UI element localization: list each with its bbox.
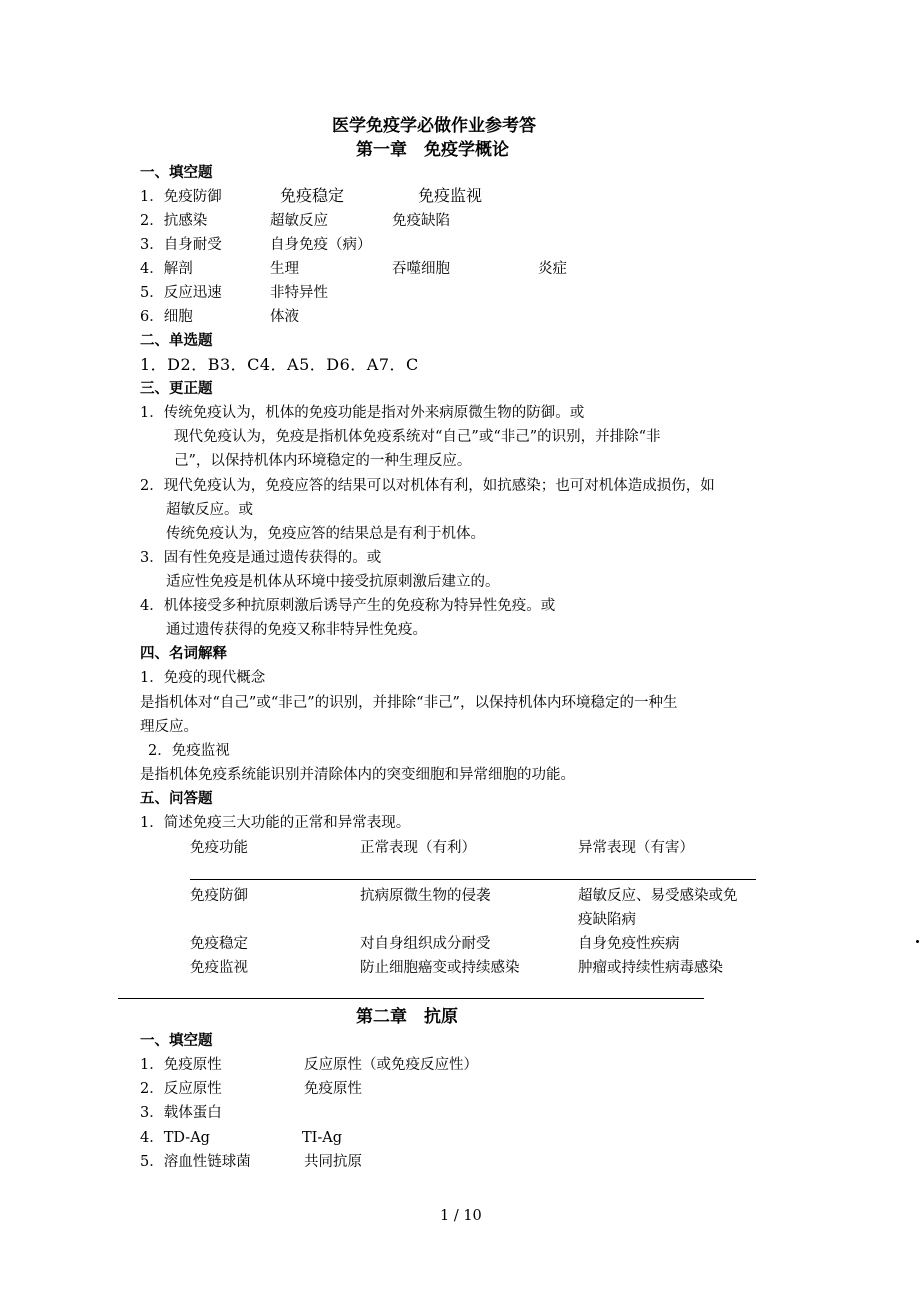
chapter-2-title: 第二章 抗原 [356,1007,458,1027]
table-cell: 防止细胞癌变或持续感染 [360,960,520,976]
text-line: 4．机体接受多种抗原刺激后诱导产生的免疫称为特异性免疫。或 [140,598,556,614]
answer-item: 1．免疫防御 [140,189,222,205]
answer-item: 3．自身耐受 [140,237,222,253]
answer-item: 免疫缺陷 [392,213,450,229]
answer-item: 2．反应原性 [140,1081,222,1097]
section-heading: 一、填空题 [140,164,213,181]
table-cell: 疫缺陷病 [578,912,636,928]
answer-item: 吞噬细胞 [392,261,450,277]
section-heading: 三、更正题 [140,380,213,397]
text-line: 适应性免疫是机体从环境中接受抗原刺激后建立的。 [166,574,500,590]
answer-item: 免疫原性 [304,1081,362,1097]
section-heading: 五、问答题 [140,790,213,807]
answer-item: 体液 [270,309,299,325]
answer-item: 超敏反应 [270,213,328,229]
text-line: 是指机体对“自己”或“非己”的识别，并排除“非己”，以保持机体内环境稳定的一种生 [140,695,678,711]
text-line: 2．现代免疫认为，免疫应答的结果可以对机体有利，如抗感染；也可对机体造成损伤，如 [140,478,715,494]
answer-item: 6．细胞 [140,309,193,325]
table-cell: 对自身组织成分耐受 [360,936,491,952]
table-cell: 抗病原微生物的侵袭 [360,888,491,904]
text-line: 2．免疫监视 [148,743,230,759]
text-line: 传统免疫认为，免疫应答的结果总是有利于机体。 [166,526,485,542]
answer-item: 5．反应迅速 [140,285,222,301]
table-header-cell: 异常表现（有害） [578,840,694,856]
table-cell: 自身免疫性疾病 [578,936,680,952]
document-title: 医学免疫学必做作业参考答 [332,116,536,136]
text-line: 是指机体免疫系统能识别并清除体内的突变细胞和异常细胞的功能。 [140,767,575,783]
answer-item: 生理 [270,261,299,277]
table-cell: 免疫监视 [190,960,248,976]
table-header-cell: 正常表现（有利） [360,840,476,856]
table-header-cell: 免疫功能 [190,840,248,856]
answer-item: 4．TD-Ag [140,1130,210,1146]
answer-item: 共同抗原 [304,1154,362,1170]
table-cell: 免疫防御 [190,888,248,904]
question-line: 1．简述免疫三大功能的正常和异常表现。 [140,815,411,831]
answer-item: TI-Ag [302,1130,343,1146]
table-cell: 超敏反应、易受感染或免 [578,888,738,904]
table-cell: 免疫稳定 [190,936,248,952]
text-line: 己”，以保持机体内环境稳定的一种生理反应。 [174,453,472,469]
text-line: 理反应。 [140,719,198,735]
answer-item: 非特异性 [270,285,328,301]
answer-item: 免疫稳定 [280,186,345,205]
answer-item: 炎症 [538,261,567,277]
answer-item: 2．抗感染 [140,213,208,229]
section-heading: 四、名词解释 [140,645,227,662]
answer-item: 4．解剖 [140,261,193,277]
answer-item: 免疫监视 [418,186,483,205]
text-line: 1．传统免疫认为，机体的免疫功能是指对外来病原微生物的防御。或 [140,405,585,421]
text-line: 1．免疫的现代概念 [140,670,266,686]
answer-item: 反应原性（或免疫反应性） [304,1057,478,1073]
text-line: 3．固有性免疫是通过遗传获得的。或 [140,550,382,566]
answer-item: 自身免疫（病） [270,237,372,253]
text-line: 通过遗传获得的免疫又称非特异性免疫。 [166,622,427,638]
text-line: 超敏反应。或 [166,502,253,518]
text-line: 现代免疫认为，免疫是指机体免疫系统对“自己”或“非己”的识别，并排除“非 [174,429,661,445]
section-heading: 一、填空题 [140,1032,213,1049]
page-number: 1 / 10 [440,1208,482,1224]
section-heading: 二、单选题 [140,332,213,349]
answer-item: 1．免疫原性 [140,1057,222,1073]
table-cell: 肿瘤或持续性病毒感染 [578,960,723,976]
single-choice-answers: 1．D2．B3．C4．A5．D6．A7．C [140,355,419,374]
margin-mark [916,940,919,943]
answer-item: 3．载体蛋白 [140,1105,222,1121]
answer-item: 5．溶血性链球菌 [140,1154,251,1170]
chapter-1-title: 第一章 免疫学概论 [356,140,509,160]
chapter-divider [118,998,704,999]
table-rule [190,879,756,880]
